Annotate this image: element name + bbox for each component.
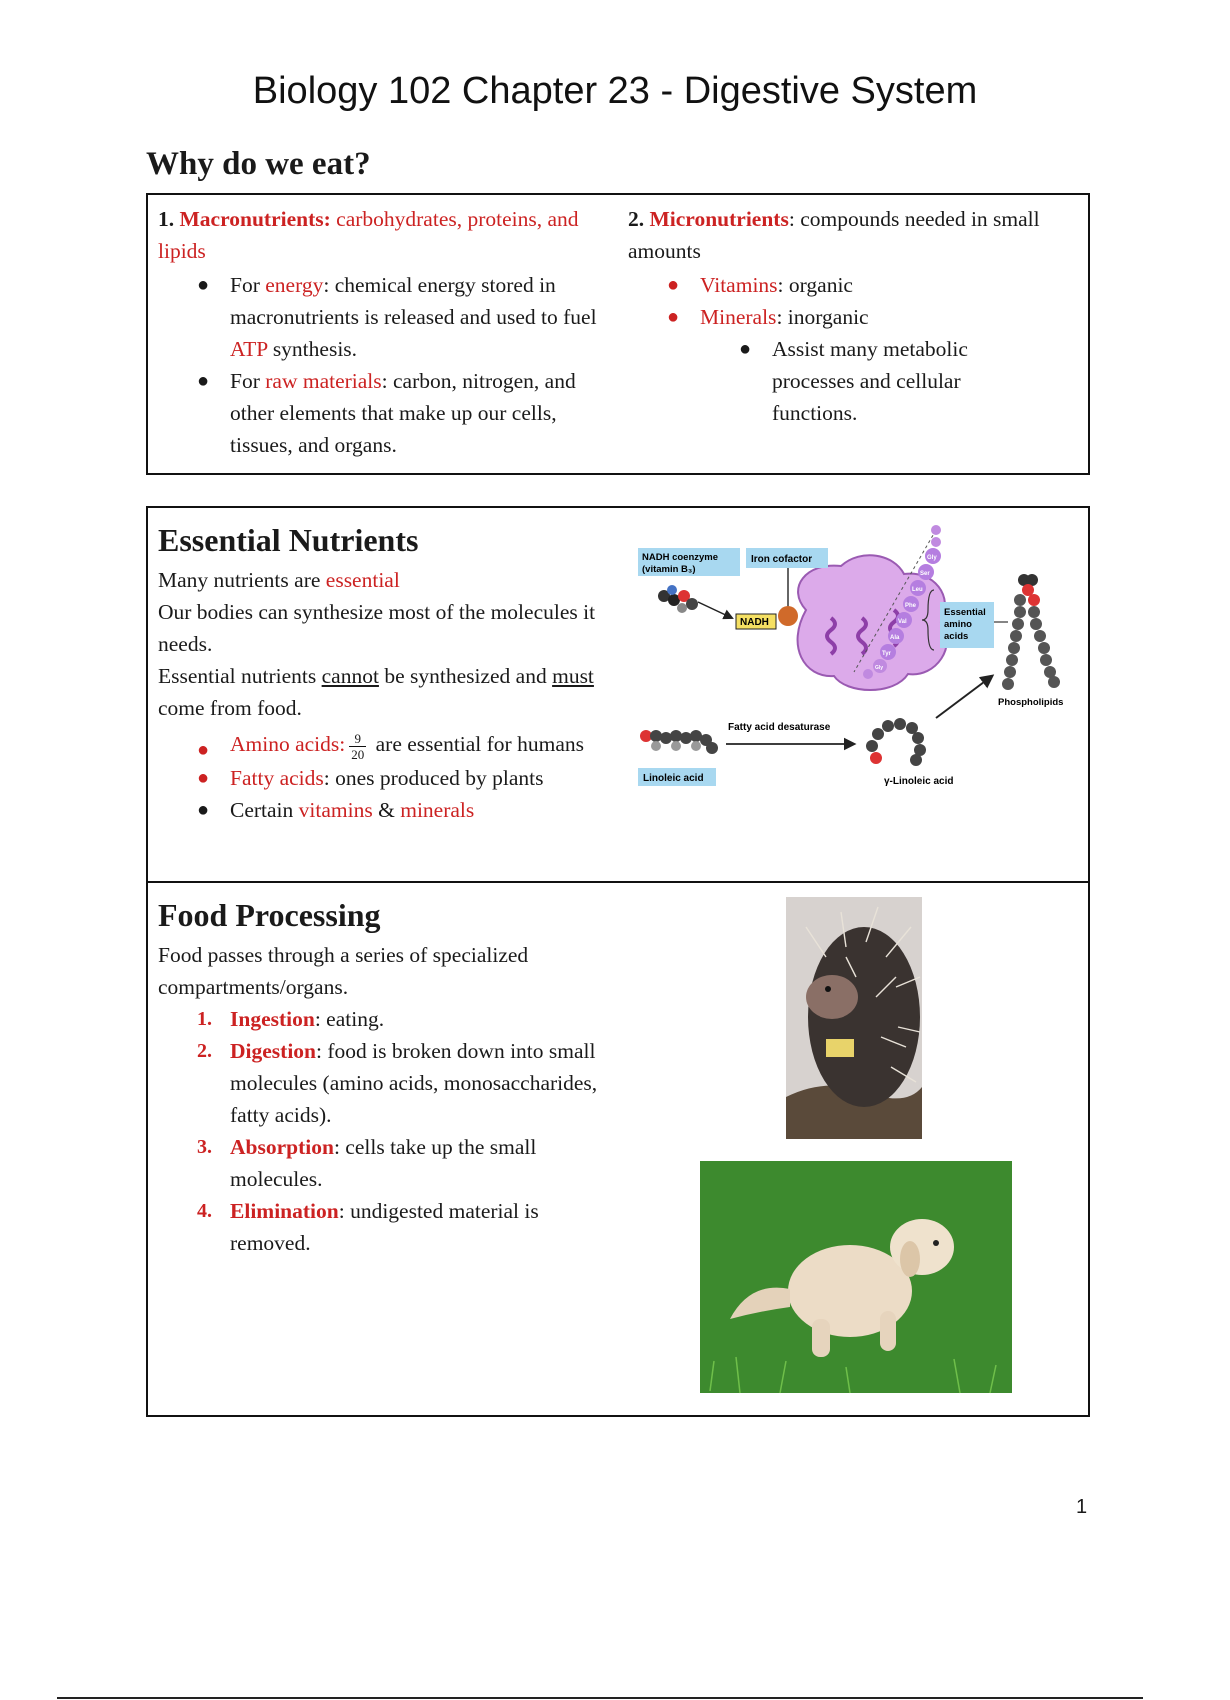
- food-step-elimination: 4. Elimination: undigested material is removed.: [197, 1199, 539, 1255]
- aa-bead-label: Gly: [875, 665, 884, 671]
- nadh-molecule-icon: [658, 585, 698, 613]
- food-step-absorption: 3. Absorption: cells take up the small molecules.: [197, 1135, 537, 1191]
- gamma-linoleic-acid-molecule-icon: [866, 718, 926, 766]
- bullet-vitamins-minerals: ● Certain vitamins & minerals: [197, 797, 475, 822]
- aa-bead-label: Ser: [920, 571, 930, 577]
- micro-bullet-minerals: ● Minerals: inorganic: [667, 305, 869, 329]
- macro-bullet-raw-materials: ● For raw materials: carbon, nitrogen, and other elements that make up our cells, tissues, and organs.: [197, 369, 576, 457]
- page-title: Biology 102 Chapter 23 - Digestive System: [252, 70, 978, 112]
- fraction-9-20: $\frac{9}{20}$: [351, 730, 365, 762]
- phospholipids-label: Phospholipids: [998, 697, 1064, 708]
- aa-bead-label: Tyr: [882, 651, 891, 657]
- nadh-arrow: [698, 602, 732, 618]
- nadh-label-line2: (vitamin B₃): [642, 564, 696, 575]
- macro-bullet-energy: ● For energy: chemical energy stored in macronutrients is released and used to fuel ATP synthesis.: [197, 273, 597, 361]
- aa-bead-label: Val: [898, 619, 907, 625]
- raw-materials-term: raw materials: [265, 369, 382, 393]
- macro-term: Macronutrients:: [179, 207, 331, 231]
- puppy-photo: [700, 1161, 1012, 1393]
- porcupine-eating-photo: [786, 897, 922, 1139]
- svg-text:amino: amino: [944, 619, 972, 630]
- section-heading-essential-nutrients: Essential Nutrients: [158, 522, 419, 558]
- food-processing-text-column: [158, 895, 598, 1259]
- essential-term: essential: [325, 568, 400, 592]
- micro-number: 2.: [628, 207, 645, 231]
- svg-text:acids: acids: [944, 631, 969, 642]
- linoleic-acid-molecule-icon: [640, 730, 718, 754]
- iron-cofactor-icon: [778, 606, 798, 626]
- essential-text-column: Essential Nutrients Many nutrients are essential Our bodies can synthesize most of the molecules it needs. Essential nutrients cannot be synthesized and must come from food. ● Amino acids: $\frac{9}{20}$ are essential for humans ● Fatty acids: ones produced by plants ● Certain vitamins & minerals: [158, 520, 608, 826]
- micro-term: Micronutrients: [649, 207, 789, 231]
- essential-line2: Our bodies can synthesize most of the molecules it needs.: [158, 600, 596, 656]
- energy-term: energy: [265, 273, 324, 297]
- aa-bead-label: Gly: [927, 555, 937, 561]
- nadh-label-line1: NADH coenzyme: [642, 552, 719, 563]
- food-processing-intro: Food passes through a series of specialized compartments/organs.: [158, 943, 529, 999]
- micro-sub-bullet: ● Assist many metabolic processes and cellular functions.: [739, 337, 968, 425]
- linoleic-acid-label: Linoleic acid: [643, 773, 704, 784]
- fatty-acid-desaturase-label: Fatty acid desaturase: [728, 722, 831, 733]
- aa-bead-label: Phe: [905, 603, 917, 609]
- macro-list: carbohydrates, proteins, and lipids: [158, 207, 579, 263]
- to-phospholipid-arrow: [936, 676, 992, 718]
- macronutrients-column: [158, 203, 598, 461]
- bullet-amino-acids: ● Amino acids: $\frac{9}{20}$ are essential for humans: [197, 730, 584, 762]
- food-step-ingestion: 1. Ingestion: eating.: [197, 1007, 385, 1031]
- essential-nutrients-box: [146, 506, 1090, 883]
- section-heading-why-do-we-eat: Why do we eat?: [146, 146, 371, 182]
- micro-bullet-vitamins: ● Vitamins: organic: [667, 273, 853, 297]
- aa-bead-label: Leu: [912, 587, 923, 593]
- fatty-acid-desaturase-diagram: [636, 518, 1088, 787]
- why-do-we-eat-box: [146, 193, 1090, 475]
- nadh-tag: NADH: [740, 617, 769, 628]
- footer-divider: [57, 1697, 1143, 1699]
- macro-number: 1.: [158, 207, 175, 231]
- gamma-linoleic-acid-label: γ-Linoleic acid: [884, 776, 954, 787]
- food-step-digestion: 2. Digestion: food is broken down into small molecules (amino acids, monosaccharides, fatty acids).: [197, 1039, 598, 1127]
- essential-line3: Essential nutrients cannot be synthesized and must come from food.: [158, 664, 594, 720]
- phospholipid-icon: [1002, 574, 1060, 690]
- svg-text:Essential: Essential: [944, 607, 986, 618]
- page-number: 1: [1076, 1496, 1088, 1518]
- micronutrients-column: [628, 203, 1068, 429]
- bullet-fatty-acids: ● Fatty acids: ones produced by plants: [197, 765, 544, 790]
- food-processing-box: [146, 881, 1090, 1417]
- micro-desc: : compounds needed in small amounts: [628, 207, 1040, 263]
- iron-cofactor-label: Iron cofactor: [751, 554, 813, 565]
- aa-bead-label: Ala: [890, 635, 900, 641]
- section-heading-food-processing: Food Processing: [158, 897, 381, 933]
- atp-term: ATP: [230, 337, 268, 361]
